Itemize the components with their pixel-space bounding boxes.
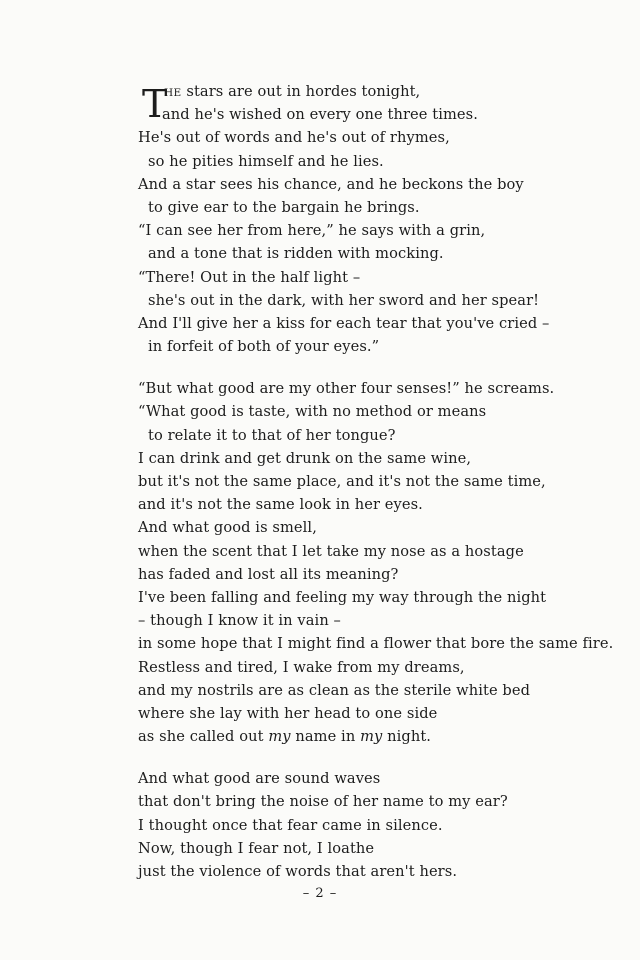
poem-line: but it's not the same place, and it's not the same time, bbox=[138, 473, 546, 490]
poem-line: Restless and tired, I wake from my dreams, bbox=[138, 658, 465, 676]
poem-line: “But what good are my other four senses!” he screams. bbox=[138, 380, 555, 398]
poem-line: “I can see her from here,” he says with a grin, bbox=[138, 222, 486, 240]
poem-line: where she lay with her head to one side bbox=[138, 704, 438, 722]
emphasis: my bbox=[268, 728, 291, 746]
poem-line: And a star sees his chance, and he beckons the boy bbox=[138, 175, 524, 193]
stanza-2 bbox=[138, 377, 618, 748]
stanza-1 bbox=[138, 80, 618, 358]
poem-line: and my nostrils are as clean as the sterile white bed bbox=[138, 681, 531, 699]
poem-line: in some hope that I might find a flower that bore the same fire. bbox=[138, 635, 614, 653]
poem-line: has faded and lost all its meaning? bbox=[138, 565, 399, 583]
drop-cap: T bbox=[142, 82, 168, 126]
stanza-break bbox=[138, 358, 618, 377]
poem-line: so he pities himself and he lies. bbox=[148, 152, 384, 170]
line-text: as she called out bbox=[138, 728, 269, 746]
poem-line: and a tone that is ridden with mocking. bbox=[148, 245, 444, 263]
line-text: night. bbox=[382, 728, 432, 746]
page-number: – 2 – bbox=[302, 886, 338, 901]
poem-line: that don't bring the noise of her name to my ear? bbox=[138, 793, 508, 811]
poem-line: “What good is taste, with no method or means bbox=[138, 403, 487, 421]
poem-line: I thought once that fear came in silence. bbox=[138, 816, 443, 834]
poem-line: He's out of words and he's out of rhymes, bbox=[138, 129, 450, 147]
poem-line: she's out in the dark, with her sword and her spear! bbox=[148, 291, 540, 309]
poem-line: just the violence of words that aren't hers. bbox=[138, 863, 458, 880]
poem-line: and it's not the same look in her eyes. bbox=[138, 496, 423, 514]
poem-line: And what good is smell, bbox=[138, 519, 317, 537]
poem-line: – though I know it in vain – bbox=[138, 612, 341, 630]
stanza-3 bbox=[138, 767, 618, 883]
poem-line: And what good are sound waves bbox=[138, 770, 381, 788]
poem-line: and he's wished on every one three times. bbox=[162, 106, 478, 124]
poem-line: I've been falling and feeling my way through the night bbox=[138, 588, 547, 606]
poem-line: “There! Out in the half light – bbox=[138, 268, 361, 286]
poem-line: to give ear to the bargain he brings. bbox=[148, 198, 420, 216]
stanza-break bbox=[138, 748, 618, 767]
small-caps-word: HE bbox=[164, 87, 182, 99]
poem-line: to relate it to that of her tongue? bbox=[148, 426, 396, 444]
emphasis: my bbox=[360, 728, 383, 746]
poem-line: And I'll give her a kiss for each tear that you've cried – bbox=[138, 314, 550, 332]
poem-line: in forfeit of both of your eyes.” bbox=[148, 338, 380, 356]
poem-line: when the scent that I let take my nose as a hostage bbox=[138, 542, 524, 560]
poem-line: Now, though I fear not, I loathe bbox=[138, 839, 375, 857]
line-text: stars are out in hordes tonight, bbox=[181, 83, 421, 100]
line-text: name in bbox=[290, 728, 361, 746]
poem-line bbox=[138, 725, 618, 748]
poem-line: I can drink and get drunk on the same wine, bbox=[138, 449, 472, 467]
poem-text bbox=[138, 80, 618, 883]
